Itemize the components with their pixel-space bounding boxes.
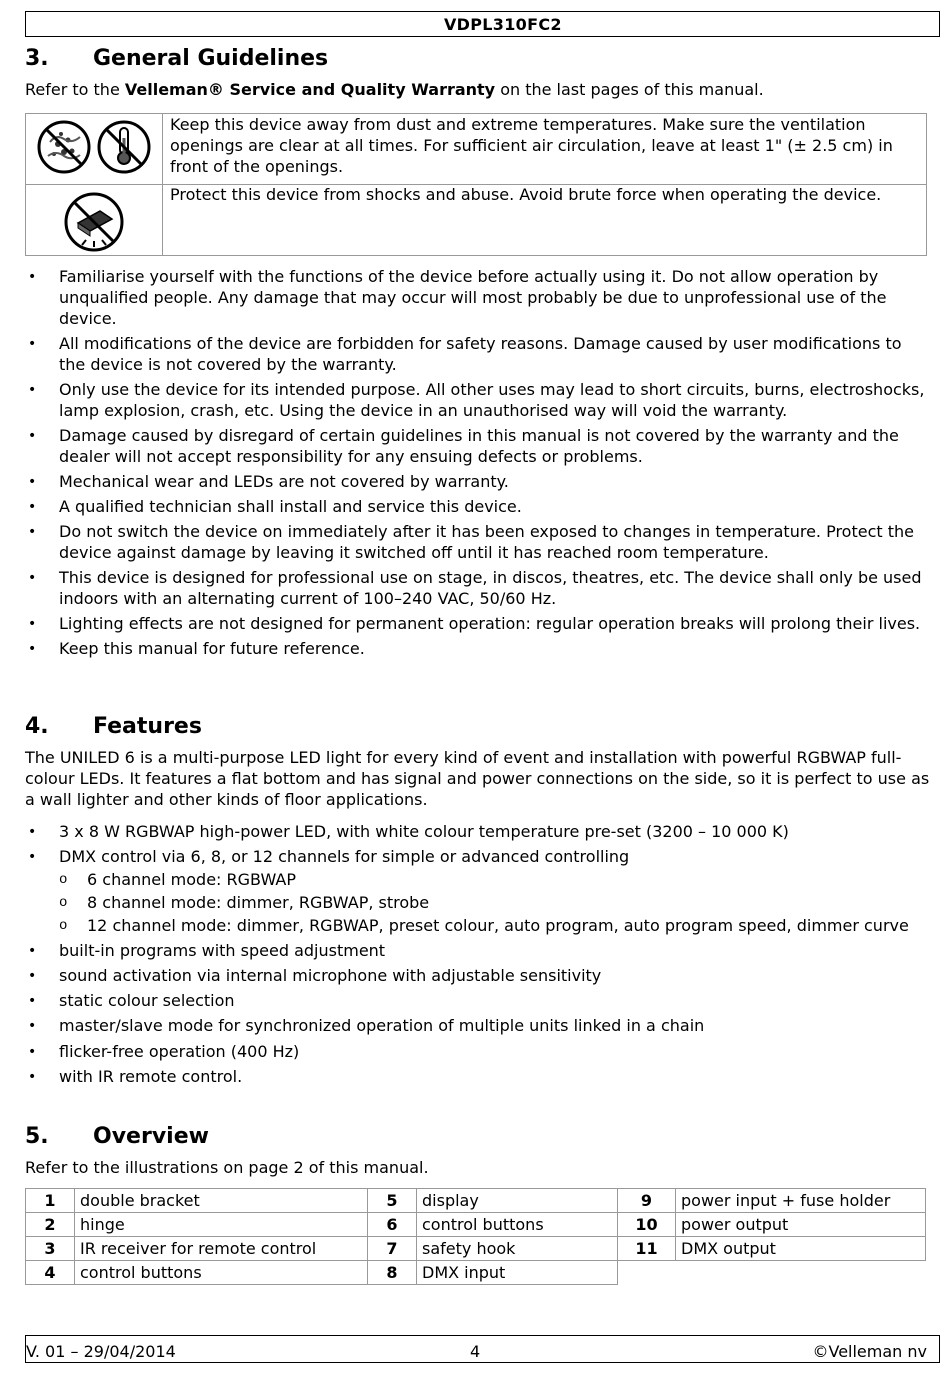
section-4-intro: The UNILED 6 is a multi-purpose LED light for every kind of event and installation with powerful RGBWAP full-colour LEDs. It features a flat bottom and has signal and power connections on the side, so it is perfect to use as a wall lighter and other kinds of floor applications. (25, 748, 930, 809)
empty-cell (618, 1261, 926, 1285)
warning-icons (26, 114, 163, 184)
version-date: V. 01 – 29/04/2014 (26, 1342, 176, 1361)
part-label: DMX input (417, 1261, 618, 1285)
part-number: 7 (368, 1237, 417, 1261)
no-extreme-temperature-icon (99, 122, 149, 172)
sub-list-item: o 6 channel mode: RGBWAP (59, 870, 930, 891)
document-title: VDPL310FC2 (444, 15, 562, 34)
overview-table (25, 1188, 926, 1285)
list-item: • This device is designed for professional use on stage, in discos, theatres, etc. The device shall only be used indoors with an alternating current of 100–240 VAC, 50/60 Hz. (25, 568, 930, 610)
list-item: • built-in programs with speed adjustment (25, 941, 930, 962)
warning-row (26, 114, 926, 185)
sub-list (59, 870, 930, 936)
list-item: • master/slave mode for synchronized operation of multiple units linked in a chain (25, 1016, 930, 1037)
page-header (25, 11, 940, 37)
list-item: • A qualified technician shall install and service this device. (25, 497, 930, 518)
sub-list-item: o 12 channel mode: dimmer, RGBWAP, preset colour, auto program, auto program speed, dimmer curve (59, 916, 930, 937)
intro-text: on the last pages of this manual. (495, 80, 764, 99)
part-number: 4 (26, 1261, 75, 1285)
list-item: • Only use the device for its intended purpose. All other uses may lead to short circuits, burns, electroshocks, lamp explosion, crash, etc. Using the device in an unauthorised way will void the warranty. (25, 380, 930, 422)
section-title: Features (93, 714, 202, 739)
part-number: 6 (368, 1213, 417, 1237)
section-number: 4. (25, 714, 49, 739)
section-5-intro: Refer to the illustrations on page 2 of this manual. (25, 1158, 429, 1177)
list-item: • Lighting effects are not designed for permanent operation: regular operation breaks will prolong their lives. (25, 614, 930, 635)
list-item: • Keep this manual for future reference. (25, 639, 930, 660)
part-number: 1 (26, 1189, 75, 1213)
list-item: • static colour selection (25, 991, 930, 1012)
intro-text: Refer to the (25, 80, 125, 99)
list-item: • 3 x 8 W RGBWAP high-power LED, with white colour temperature pre-set (3200 – 10 000 K) (25, 822, 930, 843)
part-number: 8 (368, 1261, 417, 1285)
part-label: power input + fuse holder (676, 1189, 926, 1213)
warning-row (26, 185, 926, 255)
section-title: General Guidelines (93, 46, 329, 71)
section-title: Overview (93, 1124, 209, 1149)
section-number: 3. (25, 46, 49, 71)
part-number: 5 (368, 1189, 417, 1213)
table-row (26, 1213, 926, 1237)
icon-group (26, 114, 162, 184)
warning-text: Keep this device away from dust and extreme temperatures. Make sure the ventilation openings are clear at all times. For sufficient air circulation, leave at least 1" (± 2.5 cm) in front of the openings. (170, 115, 893, 176)
icon-group (26, 185, 162, 255)
part-number: 11 (618, 1237, 676, 1261)
part-number: 10 (618, 1213, 676, 1237)
part-label: IR receiver for remote control (75, 1237, 368, 1261)
list-item: • Mechanical wear and LEDs are not covered by warranty. (25, 472, 930, 493)
part-number: 2 (26, 1213, 75, 1237)
no-shocks-icon (66, 194, 122, 250)
list-item: • Do not switch the device on immediately after it has been exposed to changes in temperature. Protect the device against damage by leaving it switched off until it has reached room temperature. (25, 522, 930, 564)
warning-table (25, 113, 927, 256)
list-item: • All modifications of the device are forbidden for safety reasons. Damage caused by user modifications to the device is not covered by the warranty. (25, 334, 930, 376)
warranty-reference: Velleman® Service and Quality Warranty (124, 80, 496, 99)
sub-list-item: o 8 channel mode: dimmer, RGBWAP, strobe (59, 893, 930, 914)
part-number: 9 (618, 1189, 676, 1213)
copyright: ©Velleman nv (812, 1342, 927, 1361)
part-label: safety hook (417, 1237, 618, 1261)
page-number: 4 (470, 1342, 481, 1361)
page-footer (25, 1335, 940, 1363)
part-label: hinge (75, 1213, 368, 1237)
table-row (26, 1189, 926, 1213)
part-label: power output (676, 1213, 926, 1237)
part-label: double bracket (75, 1189, 368, 1213)
list-item: • sound activation via internal microphone with adjustable sensitivity (25, 966, 930, 987)
part-label: control buttons (75, 1261, 368, 1285)
list-item: • Damage caused by disregard of certain guidelines in this manual is not covered by the warranty and the dealer will not accept responsibility for any ensuing defects or problems. (25, 426, 930, 468)
list-item: • Familiarise yourself with the functions of the device before actually using it. Do not allow operation by unqualified people. Any damage that may occur will most probably be due to unprofessional use of the device. (25, 267, 930, 329)
part-number: 3 (26, 1237, 75, 1261)
warning-icons (26, 185, 163, 255)
guidelines-list (25, 267, 930, 664)
features-list (25, 822, 930, 1092)
list-item: • flicker-free operation (400 Hz) (25, 1042, 930, 1063)
part-label: DMX output (676, 1237, 926, 1261)
table-row (26, 1261, 926, 1285)
section-3-intro (25, 80, 930, 101)
list-item (25, 847, 930, 936)
list-item-text: DMX control via 6, 8, or 12 channels for simple or advanced controlling (59, 847, 630, 867)
part-label: display (417, 1189, 618, 1213)
part-label: control buttons (417, 1213, 618, 1237)
section-number: 5. (25, 1124, 49, 1149)
table-row (26, 1237, 926, 1261)
list-item: • with IR remote control. (25, 1067, 930, 1088)
no-dust-icon (39, 122, 89, 172)
warning-text: Protect this device from shocks and abuse. Avoid brute force when operating the device. (170, 185, 882, 204)
